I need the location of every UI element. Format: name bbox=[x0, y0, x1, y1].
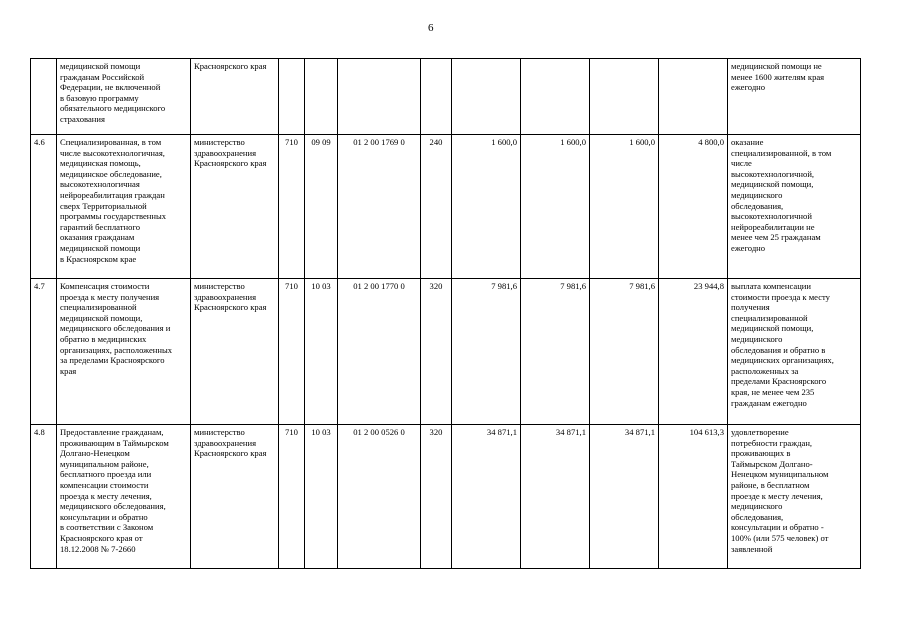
row-number: 4.6 bbox=[31, 135, 57, 279]
row-number: 4.8 bbox=[31, 425, 57, 569]
grbs-code bbox=[279, 59, 305, 135]
rzpr-code: 10 03 bbox=[305, 279, 338, 425]
table-row bbox=[31, 279, 861, 425]
csr-code bbox=[338, 59, 421, 135]
vr-code bbox=[421, 59, 452, 135]
row-number: 4.7 bbox=[31, 279, 57, 425]
table-row bbox=[31, 425, 861, 569]
csr-code: 01 2 00 0526 0 bbox=[338, 425, 421, 569]
year2-amount bbox=[521, 59, 590, 135]
year1-amount bbox=[452, 59, 521, 135]
executor: Красноярского края bbox=[191, 59, 279, 135]
vr-code: 320 bbox=[421, 279, 452, 425]
table-row bbox=[31, 135, 861, 279]
row-number bbox=[31, 59, 57, 135]
measures-table bbox=[30, 58, 861, 569]
grbs-code: 710 bbox=[279, 425, 305, 569]
expected-result: медицинской помощи не менее 1600 жителям края ежегодно bbox=[728, 59, 861, 135]
measure-name: медицинской помощи гражданам Российской Федерации, не включенной в базовую программу обязательного медицинского страхования bbox=[57, 59, 191, 135]
total-amount: 104 613,3 bbox=[659, 425, 728, 569]
year1-amount: 7 981,6 bbox=[452, 279, 521, 425]
year3-amount: 1 600,0 bbox=[590, 135, 659, 279]
measure-name: Компенсация стоимости проезда к месту получения специализированной медицинской помощи, медицинского обследования и обратно в медицинских организациях, расположенных за пределами Красноярского края bbox=[57, 279, 191, 425]
executor: министерство здравоохранения Красноярского края bbox=[191, 135, 279, 279]
csr-code: 01 2 00 1769 0 bbox=[338, 135, 421, 279]
year3-amount: 7 981,6 bbox=[590, 279, 659, 425]
year2-amount: 1 600,0 bbox=[521, 135, 590, 279]
year2-amount: 7 981,6 bbox=[521, 279, 590, 425]
expected-result: удовлетворение потребности граждан, проживающих в Таймырском Долгано- Ненецком муниципальном районе, в бесплатном проезде к месту лечения, медицинского обследования, консультации и обратно - 100% (или 575 человек) от заявленной bbox=[728, 425, 861, 569]
total-amount bbox=[659, 59, 728, 135]
expected-result: выплата компенсации стоимости проезда к месту получения специализированной медицинской помощи, медицинского обследования и обратно в медицинских организациях, расположенных за пределами Красноярского края, не менее чем 235 гражданам ежегодно bbox=[728, 279, 861, 425]
rzpr-code: 10 03 bbox=[305, 425, 338, 569]
measure-name: Специализированная, в том числе высокотехнологичная, медицинская помощь, медицинское обследование, высокотехнологичная нейрореабилитация граждан сверх Территориальной программы государственных гарантий бесплатного оказания гражданам медицинской помощи в Красноярском крае bbox=[57, 135, 191, 279]
year3-amount bbox=[590, 59, 659, 135]
page-number: 6 bbox=[428, 22, 434, 34]
expected-result: оказание специализированной, в том числе высокотехнологичной, медицинской помощи, медицинского обследования, высокотехнологичной нейрореабилитации не менее чем 25 гражданам ежегодно bbox=[728, 135, 861, 279]
year3-amount: 34 871,1 bbox=[590, 425, 659, 569]
grbs-code: 710 bbox=[279, 135, 305, 279]
rzpr-code: 09 09 bbox=[305, 135, 338, 279]
executor: министерство здравоохранения Красноярского края bbox=[191, 279, 279, 425]
grbs-code: 710 bbox=[279, 279, 305, 425]
rzpr-code bbox=[305, 59, 338, 135]
total-amount: 4 800,0 bbox=[659, 135, 728, 279]
total-amount: 23 944,8 bbox=[659, 279, 728, 425]
table-row bbox=[31, 59, 861, 135]
vr-code: 320 bbox=[421, 425, 452, 569]
vr-code: 240 bbox=[421, 135, 452, 279]
executor: министерство здравоохранения Красноярского края bbox=[191, 425, 279, 569]
measure-name: Предоставление гражданам, проживающим в Таймырском Долгано-Ненецком муниципальном районе, бесплатного проезда или компенсации стоимости проезда к месту лечения, медицинского обследования, консультации и обратно в соответствии с Законом Красноярского края от 18.12.2008 № 7-2660 bbox=[57, 425, 191, 569]
year1-amount: 1 600,0 bbox=[452, 135, 521, 279]
year1-amount: 34 871,1 bbox=[452, 425, 521, 569]
year2-amount: 34 871,1 bbox=[521, 425, 590, 569]
csr-code: 01 2 00 1770 0 bbox=[338, 279, 421, 425]
